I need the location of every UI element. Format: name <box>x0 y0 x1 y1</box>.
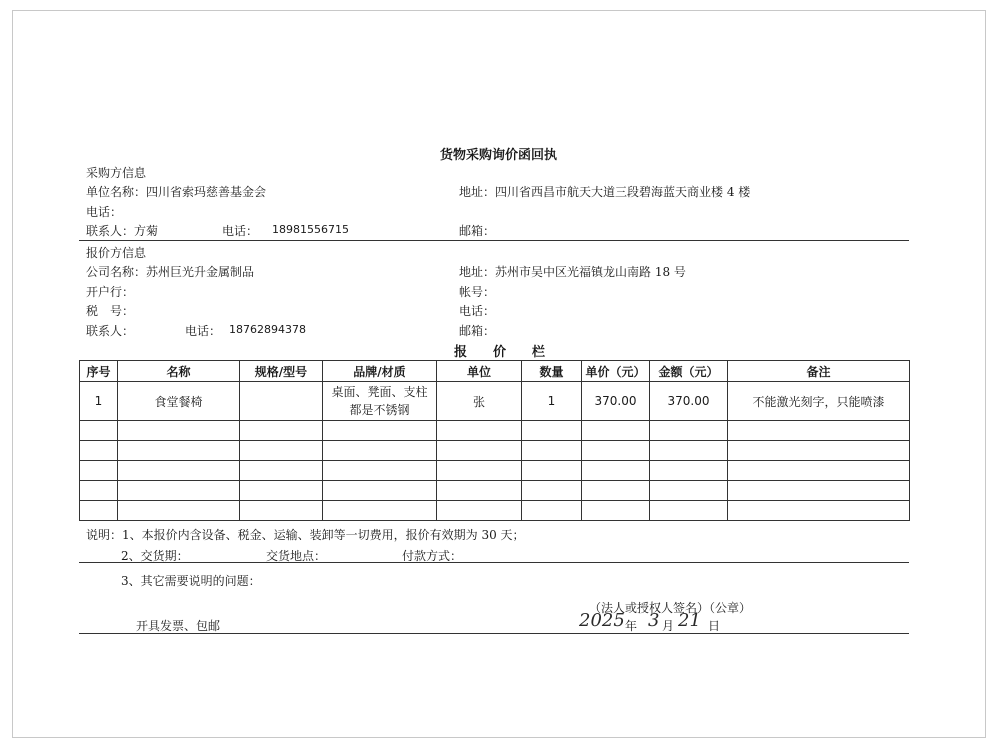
quote-section-header: 报 价 栏 <box>454 345 546 360</box>
note-3: 3、其它需要说明的问题： <box>121 574 261 588</box>
cell-qty: 1 <box>522 382 582 421</box>
cell-brand: 桌面、凳面、支柱都是不锈钢 <box>323 382 437 421</box>
col-header-spec: 规格/型号 <box>240 361 323 382</box>
footer-divider <box>79 633 909 634</box>
buyer-unit-name: 单位名称：四川省索玛慈善基金会 <box>86 185 267 199</box>
col-header-amount: 金额（元） <box>650 361 728 382</box>
cell-spec <box>240 382 323 421</box>
notes-divider <box>79 562 909 563</box>
col-header-index: 序号 <box>80 361 118 382</box>
cell-index: 1 <box>80 382 118 421</box>
quoter-phone-label: 电话： <box>459 304 496 318</box>
quoter-account-label: 帐号： <box>459 285 496 299</box>
buyer-contact: 联系人：方菊 <box>86 224 159 238</box>
quoter-email-label: 邮箱： <box>459 324 496 338</box>
quoter-tax-label: 税 号： <box>86 304 135 318</box>
cell-amount: 370.00 <box>650 382 728 421</box>
cell-unit: 张 <box>437 382 522 421</box>
note-2-delivery-period: 2、交货期： <box>121 549 189 563</box>
table-row-empty <box>80 441 910 461</box>
section-divider <box>79 240 909 241</box>
buyer-contact-phone-label: 电话： <box>222 224 259 238</box>
table-row-empty <box>80 421 910 441</box>
cell-remark: 不能激光刻字，只能喷漆 <box>728 382 910 421</box>
signature-day-unit: 日 <box>708 619 721 633</box>
signature-day: 21 <box>678 610 701 631</box>
signature-year-unit: 年 <box>625 619 638 633</box>
quoter-bank-label: 开户行： <box>86 285 135 299</box>
quoter-contact-phone-label: 电话： <box>185 324 222 338</box>
signature-month: 3 <box>648 610 660 631</box>
col-header-brand: 品牌/材质 <box>323 361 437 382</box>
signature-caption: （法人或授权人签名）（公章） <box>589 601 752 615</box>
col-header-name: 名称 <box>118 361 240 382</box>
col-header-qty: 数量 <box>522 361 582 382</box>
table-row-empty <box>80 501 910 521</box>
buyer-contact-phone: 18981556715 <box>272 223 349 236</box>
col-header-unit: 单位 <box>437 361 522 382</box>
note-2-payment-method: 付款方式： <box>402 549 463 563</box>
note-3-answer: 开具发票、包邮 <box>136 619 221 633</box>
quote-table <box>79 360 910 521</box>
buyer-phone-label: 电话： <box>86 205 123 219</box>
buyer-address: 地址：四川省西昌市航天大道三段碧海蓝天商业楼 4 楼 <box>459 185 751 199</box>
col-header-remark: 备注 <box>728 361 910 382</box>
quoter-contact-label: 联系人： <box>86 324 135 338</box>
quoter-contact-phone: 18762894378 <box>229 323 306 336</box>
col-header-unit-price: 单价（元） <box>582 361 650 382</box>
buyer-email-label: 邮箱： <box>459 224 496 238</box>
buyer-section-label: 采购方信息 <box>86 166 147 180</box>
table-header-row <box>80 361 910 382</box>
table-row-empty <box>80 481 910 501</box>
signature-month-unit: 月 <box>662 619 675 633</box>
cell-unit-price: 370.00 <box>582 382 650 421</box>
signature-year: 2025 <box>579 610 625 631</box>
doc-title: 货物采购询价函回执 <box>440 148 558 163</box>
quoter-address: 地址：苏州市吴中区光福镇龙山南路 18 号 <box>459 265 686 279</box>
table-row <box>80 382 910 421</box>
note-2-delivery-place: 交货地点： <box>266 549 327 563</box>
quoter-section-label: 报价方信息 <box>86 246 147 260</box>
quoter-company: 公司名称：苏州巨光升金属制品 <box>86 265 255 279</box>
table-row-empty <box>80 461 910 481</box>
note-1: 说明：1、本报价内含设备、税金、运输、装卸等一切费用，报价有效期为 30 天； <box>86 528 525 542</box>
cell-name: 食堂餐椅 <box>118 382 240 421</box>
